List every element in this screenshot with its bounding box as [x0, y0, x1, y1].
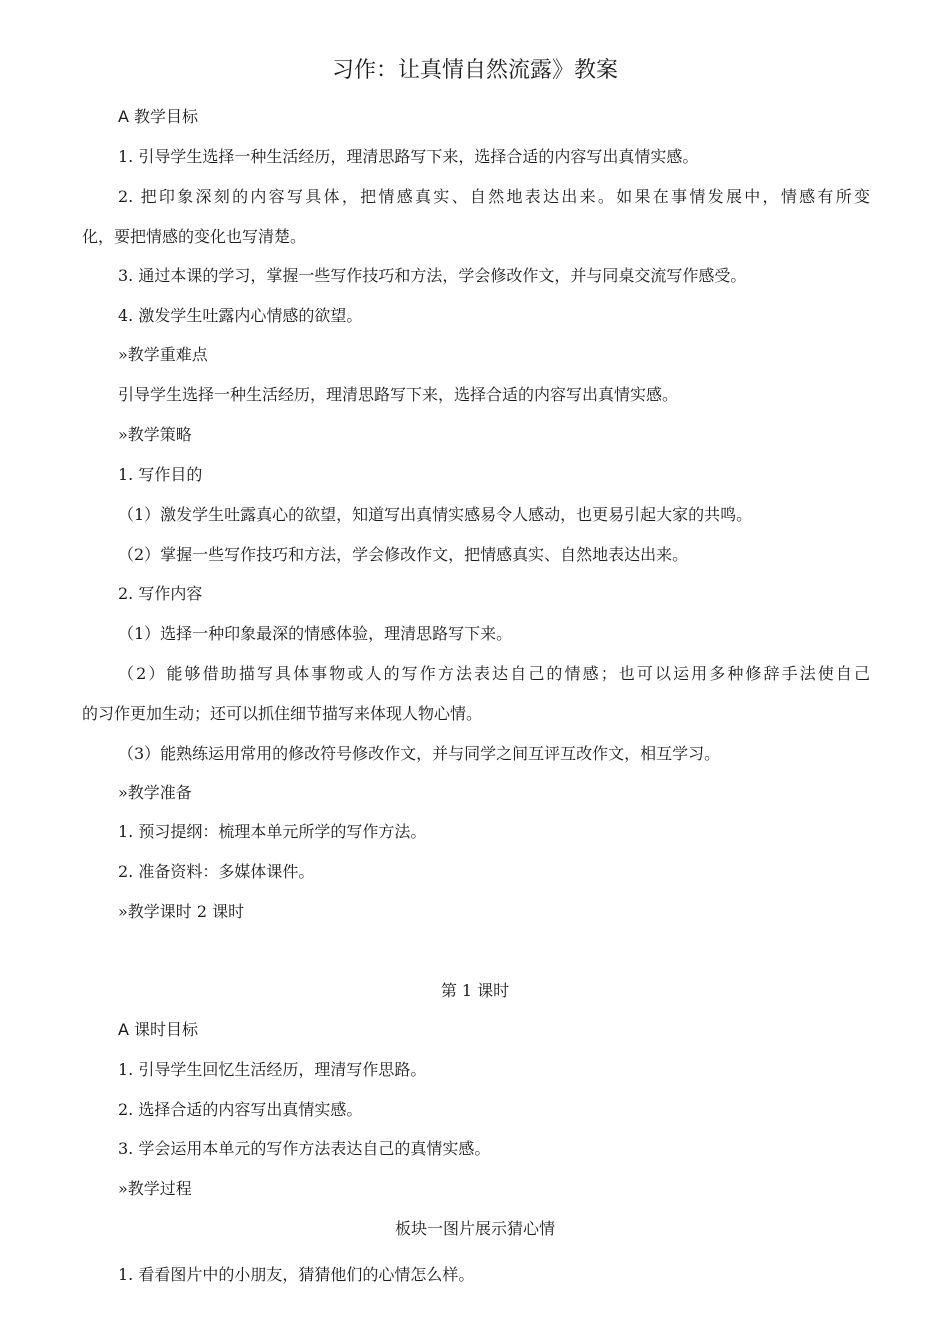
process-item-1: 1. 看看图片中的小朋友，猜猜他们的心情怎么样。: [118, 1265, 475, 1284]
goal-item-2-continued: 化，要把情感的变化也写清楚。: [82, 227, 307, 246]
lesson-goal-item-1: 1. 引导学生回忆生活经历，理清写作思路。: [118, 1060, 427, 1079]
section-heading-preparation: »教学准备: [118, 783, 192, 802]
section-heading-lesson-goals: A 课时目标: [118, 1020, 199, 1039]
goal-item-1: 1. 引导学生选择一种生活经历，理清思路写下来，选择合适的内容写出真情实感。: [118, 147, 699, 166]
strategy-subitem-2-2: （2）能够借助描写具体事物或人的写作方法表达自己的情感；也可以运用多种修辞手法使自己: [118, 664, 870, 683]
block-heading-1: 板块一图片展示猜心情: [394, 1219, 555, 1238]
section-heading-teaching-goals: A 教学目标: [118, 107, 199, 126]
section-heading-key-points: »教学重难点: [118, 345, 208, 364]
key-points-text: 引导学生选择一种生活经历，理清思路写下来，选择合适的内容写出真情实感。: [118, 385, 679, 404]
lesson-goal-item-3: 3. 学会运用本单元的写作方法表达自己的真情实感。: [118, 1139, 491, 1158]
strategy-item-1: 1. 写作目的: [118, 465, 203, 484]
strategy-subitem-1-2: （2）掌握一些写作技巧和方法，学会修改作文，把情感真实、自然地表达出来。: [118, 545, 689, 564]
preparation-item-2: 2. 准备资料：多媒体课件。: [118, 862, 315, 881]
strategy-subitem-2-1: （1）选择一种印象最深的情感体验，理清思路写下来。: [118, 624, 513, 643]
goal-item-4: 4. 激发学生吐露内心情感的欲望。: [118, 306, 363, 325]
goal-item-3: 3. 通过本课的学习，掌握一些写作技巧和方法，学会修改作文，并与同桌交流写作感受。: [118, 266, 747, 285]
lesson-heading: 第 1 课时: [440, 981, 510, 1000]
document-title: 习作：让真情自然流露》教案: [331, 58, 618, 83]
goal-item-2: 2. 把印象深刻的内容写具体，把情感真实、自然地表达出来。如果在事情发展中，情感有所变: [118, 187, 870, 206]
strategy-item-2: 2. 写作内容: [118, 584, 203, 603]
section-heading-class-hours: »教学课时 2 课时: [118, 902, 245, 921]
strategy-subitem-1-1: （1）激发学生吐露真心的欲望，知道写出真情实感易令人感动，也更易引起大家的共鸣。: [118, 505, 753, 524]
section-heading-process: »教学过程: [118, 1179, 192, 1198]
strategy-subitem-2-3: （3）能熟练运用常用的修改符号修改作文，并与同学之间互评互改作文，相互学习。: [118, 744, 721, 763]
preparation-item-1: 1. 预习提纲：梳理本单元所学的写作方法。: [118, 822, 427, 841]
section-heading-strategy: »教学策略: [118, 425, 192, 444]
strategy-subitem-2-2-continued: 的习作更加生动；还可以抓住细节描写来体现人物心情。: [82, 704, 483, 723]
lesson-goal-item-2: 2. 选择合适的内容写出真情实感。: [118, 1100, 363, 1119]
